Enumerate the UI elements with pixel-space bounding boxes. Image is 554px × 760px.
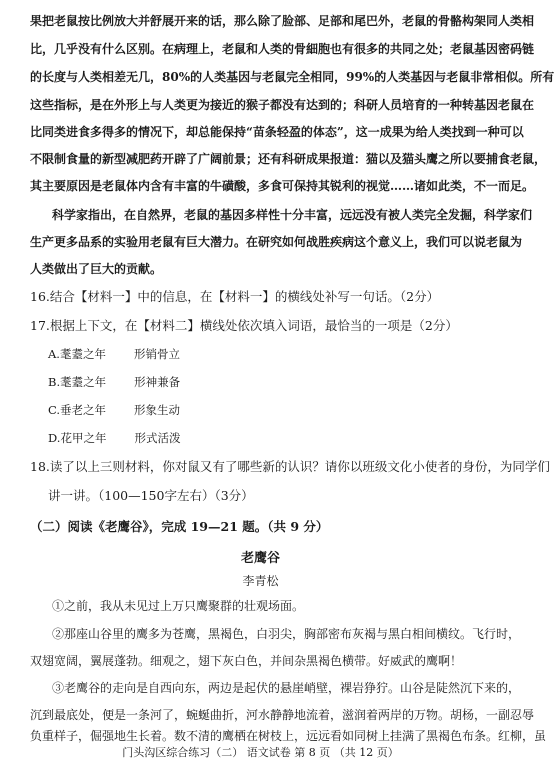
story-title: 老鹰谷 [240, 551, 280, 566]
option-word-1: 垂老之年 [60, 403, 107, 417]
story-paragraph-line: 双翅宽阔，翼展蓬勃。细观之，翅下灰白色，并间杂黑褐色横带。好威武的鹰啊！ [30, 654, 463, 668]
story-paragraph-line: ②那座山谷里的鹰多为苍鹰，黑褐色，白羽尖，胸部密布灰褐与黑白相间横纹。飞行时， [52, 627, 521, 641]
question-18: 18.读了以上三则材料，你对鼠又有了哪些新的认识？请你以班级文化小使者的身份，为同学们 [30, 459, 550, 474]
scientist-line: 科学家指出，在自然界，老鼠的基因多样性十分丰富，远远没有被人类完全发掘，科学家们 [52, 208, 533, 222]
scientist-line: 人类做出了巨大的贡献。 [30, 262, 163, 276]
material-line: 果把老鼠按比例放大并舒展开来的话，那么除了脸部、足部和尾巴外，老鼠的骨骼构架同人类相 [30, 14, 535, 28]
story-paragraph-line: 负重样子，倔强地生长着。数不清的鹰栖在树枝上，远远看如同树上挂满了黑褐色布条。红柳，虽 [30, 729, 547, 743]
option-word-2: 形象生动 [134, 403, 181, 417]
option-d [48, 432, 180, 444]
question-17: 17.根据上下文，在【材料二】横线处依次填入词语，最恰当的一项是（2分） [30, 318, 458, 333]
material-line: 不限制食量的新型减肥药开辟了广阔前景；还有科研成果报道：猫以及猫头鹰之所以要捕食老鼠， [30, 152, 547, 166]
option-word-1: 花甲之年 [60, 431, 107, 445]
section-heading: （二）阅读《老鹰谷》，完成 19—21 题。（共 9 分） [30, 519, 329, 534]
story-paragraph-line: 沉到最底处，便是一条河了，蜿蜒曲折，河水静静地流着，滋润着两岸的万物。胡杨，一副忍辱 [30, 708, 535, 722]
option-letter: C. [48, 403, 61, 417]
story-author: 李青松 [242, 574, 279, 588]
option-b [48, 376, 180, 388]
material-line: 这些指标，是在外形上与人类更为接近的猴子都没有达到的；科研人员培育的一种转基因老鼠在 [30, 98, 535, 112]
option-a [48, 348, 180, 360]
page-footer: 门头沟区综合练习（二） 语文试卷 第 8 页 （共 12 页） [122, 746, 399, 759]
option-letter: A. [48, 347, 60, 361]
option-word-2: 形神兼备 [134, 375, 181, 389]
option-c [48, 404, 180, 416]
option-word-1: 耄耋之年 [60, 375, 107, 389]
story-paragraph-line: ③老鹰谷的走向是自西向东，两边是起伏的悬崖峭壁，裸岩狰狞。山谷是陡然沉下来的， [52, 681, 521, 695]
option-letter: B. [48, 375, 61, 389]
material-line: 其主要原因是老鼠体内含有丰富的牛磺酸，多食可保持其锐利的视觉……诸如此类，不一而足。 [30, 179, 535, 193]
scientist-line: 生产更多品系的实验用老鼠有巨大潜力。在研究如何战胜疾病这个意义上，我们可以说老鼠为 [30, 235, 523, 249]
material-line: 比，几乎没有什么区别。在病理上，老鼠和人类的骨細胞也有很多的共同之处；老鼠基因密码链 [30, 42, 535, 56]
option-word-2: 形式活泼 [134, 431, 181, 445]
story-paragraph-line: ①之前，我从未见过上万只鹰聚群的壮观场面。 [52, 599, 305, 613]
option-word-1: 耄耋之年 [59, 347, 106, 361]
material-line: 的长度与人类相差无几，80%的人类基因与老鼠完全相同，99%的人类基因与老鼠非常相似。所有 [30, 70, 554, 84]
material-line: 比同类进食多得多的情况下，却总能保持“苗条轻盈的体态”，这一成果为给人类找到一种可以 [30, 125, 524, 139]
option-word-2: 形销骨立 [133, 347, 180, 361]
question-16: 16.结合【材料一】中的信息，在【材料一】的横线处补写一句话。（2分） [30, 289, 440, 304]
question-18-continued: 讲一讲。（100—150字左右）（3分） [48, 488, 254, 503]
option-letter: D. [48, 431, 61, 445]
